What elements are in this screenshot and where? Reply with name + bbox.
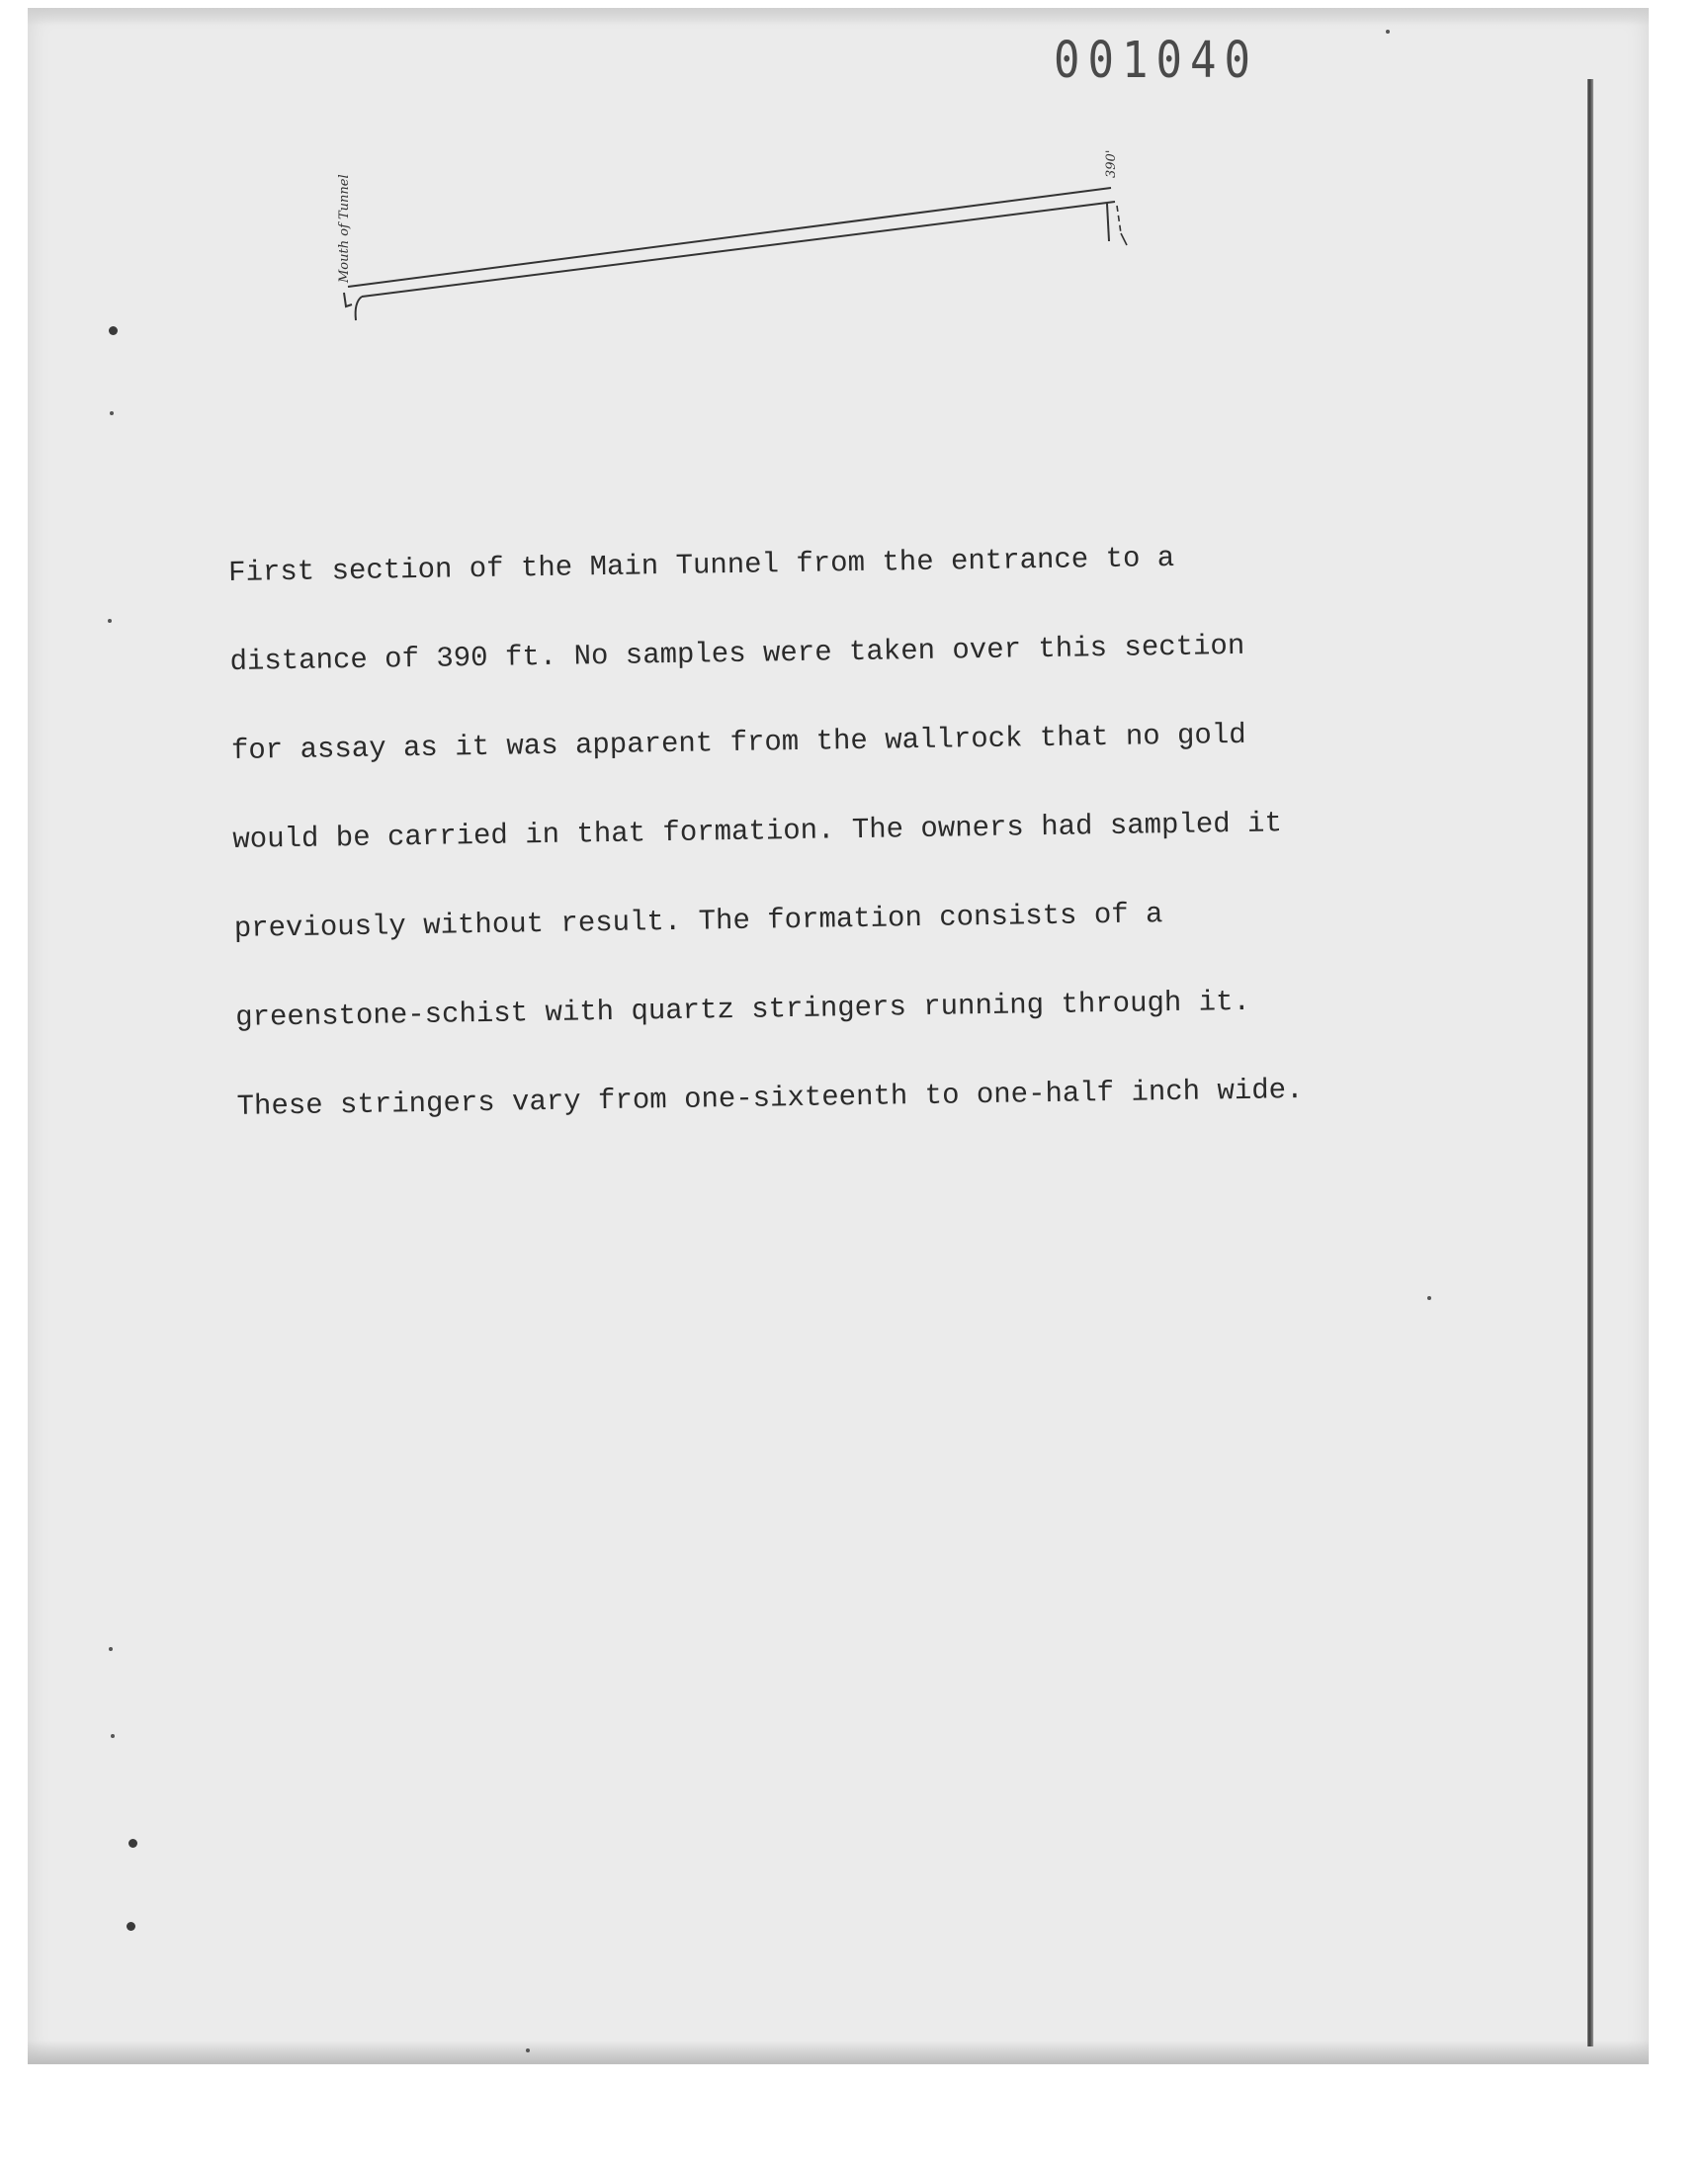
paragraph-line-4: would be carried in that formation. The owners had sampled it — [232, 807, 1283, 856]
tunnel-upper-wall — [348, 188, 1111, 287]
paragraph-line-3: for assay as it was apparent from the wallrock that no gold — [230, 718, 1246, 767]
section-end-mark-2 — [1117, 206, 1121, 233]
paragraph-line-7: These stringers vary from one-sixteenth to one-half inch wide. — [236, 1073, 1304, 1123]
tunnel-sketch — [326, 109, 1156, 336]
paragraph-line-2: distance of 390 ft. No samples were taken over this section — [229, 629, 1245, 678]
document-paragraph — [227, 479, 1473, 1152]
sketch-label-mouth: Mouth of Tunnel — [337, 174, 352, 283]
section-end-mark-1 — [1107, 204, 1109, 241]
tunnel-entrance-mark — [356, 297, 362, 320]
page-number: 001040 — [1054, 32, 1258, 90]
margin-speck-1 — [110, 411, 114, 415]
punch-hole-3 — [127, 1922, 135, 1931]
page-right-edge — [1587, 79, 1593, 2046]
page-speck-2 — [1386, 30, 1390, 34]
page-speck-3 — [526, 2048, 530, 2052]
page-bottom-shadow — [28, 2041, 1649, 2064]
margin-speck-2 — [108, 619, 112, 623]
tunnel-entrance-tick — [344, 293, 352, 306]
section-end-mark-3 — [1121, 233, 1127, 245]
punch-hole-1 — [109, 326, 118, 335]
paragraph-line-5: previously without result. The formation consists of a — [233, 898, 1163, 945]
sketch-label-distance: 390' — [1104, 149, 1119, 178]
punch-hole-2 — [128, 1839, 137, 1848]
margin-speck-4 — [111, 1734, 115, 1738]
tunnel-lower-wall — [362, 202, 1115, 297]
page-speck-1 — [1427, 1296, 1431, 1300]
paragraph-line-1: First section of the Main Tunnel from the entrance to a — [227, 541, 1175, 589]
margin-speck-3 — [109, 1647, 113, 1651]
page-top-shadow — [28, 8, 1649, 26]
paragraph-line-6: greenstone-schist with quartz stringers running through it. — [234, 985, 1251, 1034]
